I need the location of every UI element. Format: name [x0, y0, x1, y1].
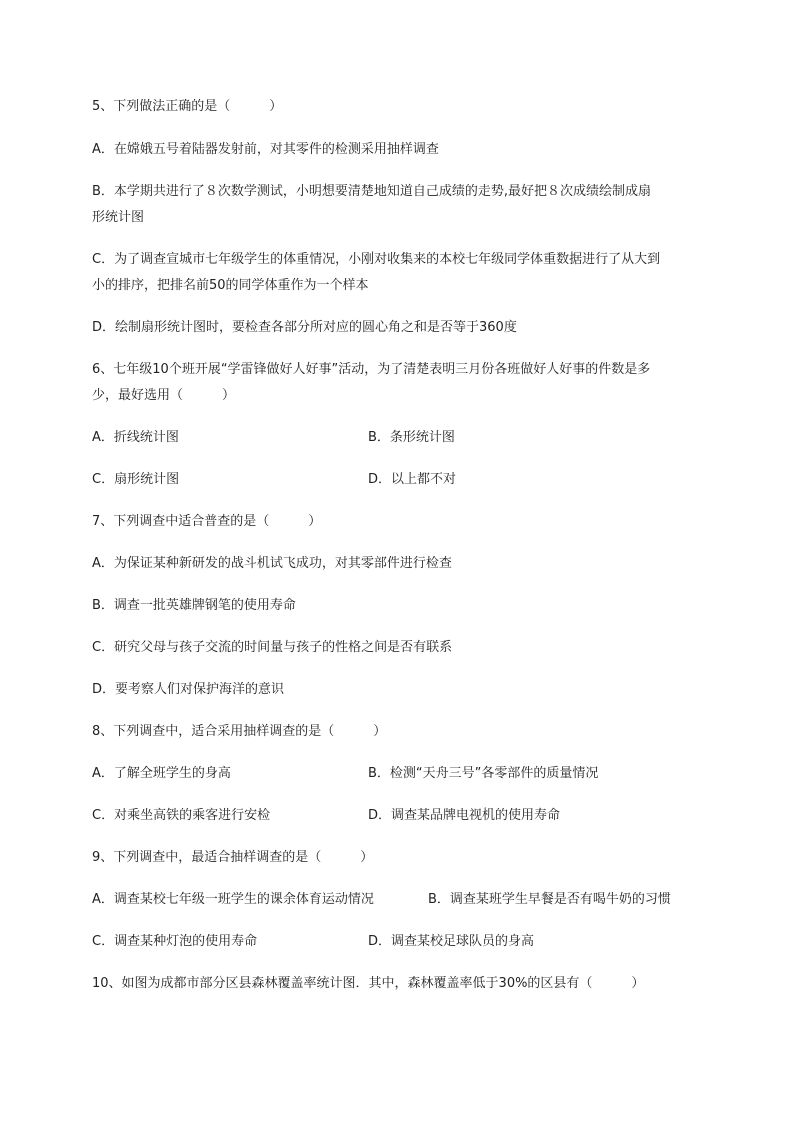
question-7-option-b: B．调查一批英雄牌钢笔的使用寿命	[92, 598, 296, 613]
question-5-option-c-line1: C．为了调查宣城市七年级学生的体重情况，小刚对收集来的本校七年级同学体重数据进行了从大到	[92, 252, 661, 267]
question-5-option-c-line2: 小的排序，把排名前50的同学体重作为一个样本	[92, 278, 369, 293]
question-6-option-a: A．折线统计图	[92, 430, 179, 445]
question-7-option-a: A．为保证某种新研发的战斗机试飞成功，对其零部件进行检查	[92, 556, 452, 571]
question-5-option-d: D．绘制扇形统计图时，要检查各部分所对应的圆心角之和是否等于360度	[92, 320, 517, 335]
question-5-stem: 5、下列做法正确的是（ ）	[92, 99, 283, 114]
question-6-stem-line1: 6、七年级10个班开展“学雷锋做好人好事”活动，为了清楚表明三月份各班做好人好事的件数是多	[92, 362, 651, 377]
question-5-option-b-line2: 形统计图	[92, 210, 145, 225]
question-6-stem-line2: 少，最好选用（ ）	[92, 388, 236, 403]
question-6-option-c: C．扇形统计图	[92, 472, 180, 487]
question-9-option-a: A．调查某校七年级一班学生的课余体育运动情况	[92, 892, 374, 907]
question-9-stem: 9、下列调查中，最适合抽样调查的是（ ）	[92, 850, 374, 865]
question-6-option-b: B．条形统计图	[368, 430, 455, 445]
question-10-stem: 10、如图为成都市部分区县森林覆盖率统计图．其中，森林覆盖率低于30%的区县有（ ）	[92, 976, 645, 991]
question-7-option-c: C．研究父母与孩子交流的时间量与孩子的性格之间是否有联系	[92, 640, 453, 655]
question-9-option-b: B．调查某班学生早餐是否有喝牛奶的习惯	[428, 892, 671, 907]
question-8-option-a: A．了解全班学生的身高	[92, 766, 231, 781]
question-8-option-d: D．调查某品牌电视机的使用寿命	[368, 808, 561, 823]
question-8-option-c: C．对乘坐高铁的乘客进行安检	[92, 808, 271, 823]
question-6-option-d: D．以上都不对	[368, 472, 457, 487]
question-5-option-a: A．在嫦娥五号着陆器发射前，对其零件的检测采用抽样调查	[92, 142, 439, 157]
question-5-option-b-line1: B．本学期共进行了８次数学测试，小明想要清楚地知道自己成绩的走势,最好把８次成绩绘制成扇	[92, 184, 652, 199]
question-7-option-d: D．要考察人们对保护海洋的意识	[92, 682, 285, 697]
question-7-stem: 7、下列调查中适合普查的是（ ）	[92, 514, 322, 529]
question-8-option-b: B．检测“天舟三号”各零部件的质量情况	[368, 766, 599, 781]
question-9-option-c: C．调查某种灯泡的使用寿命	[92, 934, 258, 949]
question-8-stem: 8、下列调查中，适合采用抽样调查的是（ ）	[92, 724, 387, 739]
question-9-option-d: D．调查某校足球队员的身高	[368, 934, 535, 949]
